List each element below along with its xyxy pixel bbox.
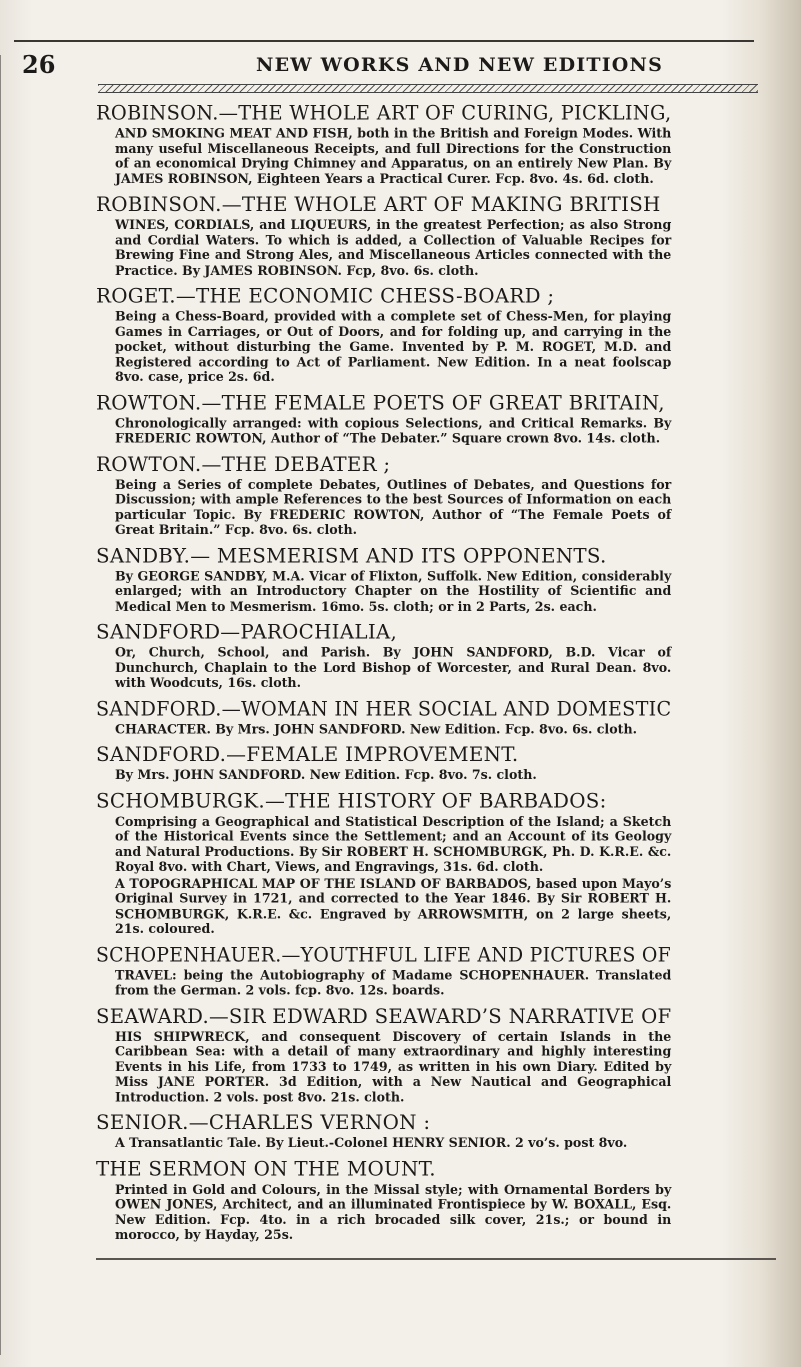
entry-title: SEAWARD.—SIR EDWARD SEAWARD’S NARRATIVE OF — [96, 1005, 672, 1028]
entry-title: ROBINSON.—THE WHOLE ART OF MAKING BRITISH — [96, 193, 661, 217]
entry-extra-description: A TOPOGRAPHICAL MAP OF THE ISLAND OF BARBADOS, based upon Mayo’s Original Survey in 1721, and corrected to the Year 1846. By Sir ROBERT H. SCHOMBURGK, K.R.E. &c. Engraved by ARROWSMITH, on 2 large sheets, 21s. coloured. — [115, 876, 672, 937]
catalogue-entry — [96, 194, 671, 279]
entry-description: WINES, CORDIALS, and LIQUEURS, in the greatest Perfection; as also Strong and Cordial Waters. To which is added, a Collection of Valuable Recipes for Brewing Fine and Strong Ales, and Miscellaneous Articles connected with the Practice. By JAMES ROBINSON. Fcp, 8vo. 6s. cloth. — [115, 217, 672, 278]
catalogue-entry — [96, 102, 671, 187]
entry-description: Or, Church, School, and Parish. By JOHN SANDFORD, B.D. Vicar of Dunchurch, Chaplain to the Lord Bishop of Worcester, and Rural Dean. 8vo. with Woodcuts, 16s. cloth. — [115, 645, 672, 691]
catalogue-entry — [96, 392, 671, 446]
entry-title: SANDFORD.—FEMALE IMPROVEMENT. — [96, 743, 519, 767]
entry-description: HIS SHIPWRECK, and consequent Discovery of certain Islands in the Caribbean Sea: with a detail of many extraordinary and highly interesting Events in his Life, from 1733 to 1749, as written in his own Diary. Edited by Miss JANE PORTER. 3d Edition, with a New Nautical and Geographical Introduction. 2 vols. post 8vo. 21s. cloth. — [115, 1029, 672, 1105]
page-number: 26 — [22, 50, 56, 79]
catalogue-entry — [96, 698, 671, 737]
entry-description: A Transatlantic Tale. By Lieut.-Colonel HENRY SENIOR. 2 vo’s. post 8vo. — [115, 1135, 628, 1151]
catalogue-entry — [96, 621, 671, 691]
catalogue-entry — [96, 944, 671, 998]
entry-description: Chronologically arranged: with copious Selections, and Critical Remarks. By FREDERIC ROWTON, Author of “The Debater.” Square crown 8vo. 14s. cloth. — [115, 415, 672, 446]
catalogue-entry — [96, 1005, 671, 1105]
entry-title: ROBINSON.—THE WHOLE ART OF CURING, PICKLING, — [96, 102, 672, 125]
entry-description: Being a Series of complete Debates, Outlines of Debates, and Questions for Discussion; with ample References to the best Sources of Information on each particular Topic. By FREDERIC ROWTON, Author of “The Female Poets of Great Britain.” Fcp. 8vo. 6s. cloth. — [115, 477, 672, 538]
entry-description: Printed in Gold and Colours, in the Missal style; with Ornamental Borders by OWEN JONES, Architect, and an illuminated Frontispiece by W. BOXALL, Esq. New Edition. Fcp. 4to. in a rich brocaded silk cover, 21s.; or bound in morocco, by Hayday, 25s. — [115, 1182, 672, 1243]
ornamental-rule — [98, 84, 758, 93]
entry-title: SANDBY.— MESMERISM AND ITS OPPONENTS. — [96, 544, 607, 568]
entry-title: ROWTON.—THE FEMALE POETS OF GREAT BRITAIN, — [96, 391, 665, 415]
entry-description: Comprising a Geographical and Statistical Description of the Island; a Sketch of the Historical Events since the Settlement; and an Account of its Geology and Natural Productions. By Sir ROBERT H. SCHOMBURGK, Ph. D. K.R.E. &c. Royal 8vo. with Chart, Views, and Engravings, 31s. 6d. cloth. — [115, 814, 672, 875]
bottom-rule — [96, 1258, 776, 1260]
entry-title: ROWTON.—THE DEBATER ; — [96, 453, 391, 476]
left-edge-rule — [0, 55, 1, 1355]
entry-title: SENIOR.—CHARLES VERNON : — [96, 1111, 431, 1135]
entry-description: TRAVEL: being the Autobiography of Madame SCHOPENHAUER. Translated from the German. 2 vols. fcp. 8vo. 12s. boards. — [115, 967, 672, 998]
entry-title: SCHOMBURGK.—THE HISTORY OF BARBADOS: — [96, 790, 607, 813]
entry-title: SANDFORD.—WOMAN IN HER SOCIAL AND DOMESTIC — [96, 697, 672, 721]
catalogue-entry — [96, 285, 671, 385]
top-rule — [14, 40, 754, 42]
entry-title: THE SERMON ON THE MOUNT. — [96, 1158, 436, 1181]
entry-description: By Mrs. JOHN SANDFORD. New Edition. Fcp. 8vo. 7s. cloth. — [115, 767, 537, 783]
entry-description: Being a Chess-Board, provided with a complete set of Chess-Men, for playing Games in Carriages, or Out of Doors, and for folding up, and carrying in the pocket, without disturbing the Game. Invented by P. M. ROGET, M.D. and Registered according to Act of Parliament. New Edition. In a neat foolscap 8vo. case, price 2s. 6d. — [115, 309, 672, 385]
catalogue-entry — [96, 1158, 671, 1243]
catalogue-entry — [96, 1112, 671, 1151]
catalogue-entry — [96, 744, 671, 783]
catalogue-entry — [96, 545, 671, 615]
entry-title: ROGET.—THE ECONOMIC CHESS-BOARD ; — [96, 285, 555, 308]
catalogue-entries — [96, 102, 671, 1250]
entry-description: By GEORGE SANDBY, M.A. Vicar of Flixton, Suffolk. New Edition, considerably enlarged; with an Introductory Chapter on the Hostility of Scientific and Medical Men to Mesmerism. 16mo. 5s. cloth; or in 2 Parts, 2s. each. — [115, 568, 672, 614]
catalogue-entry — [96, 453, 671, 538]
entry-description: CHARACTER. By Mrs. JOHN SANDFORD. New Edition. Fcp. 8vo. 6s. cloth. — [115, 721, 638, 737]
entry-title: SANDFORD—PAROCHIALIA, — [96, 621, 398, 644]
entry-description: AND SMOKING MEAT AND FISH, both in the British and Foreign Modes. With many useful Miscellaneous Receipts, and full Directions for the Construction of an economical Drying Chimney and Apparatus, on an entirely New Plan. By JAMES ROBINSON, Eighteen Years a Practical Curer. Fcp. 8vo. 4s. 6d. cloth. — [115, 126, 672, 187]
catalogue-entry — [96, 790, 671, 937]
entry-title: SCHOPENHAUER.—YOUTHFUL LIFE AND PICTURES OF — [96, 943, 671, 967]
running-head: NEW WORKS AND NEW EDITIONS — [256, 54, 664, 76]
